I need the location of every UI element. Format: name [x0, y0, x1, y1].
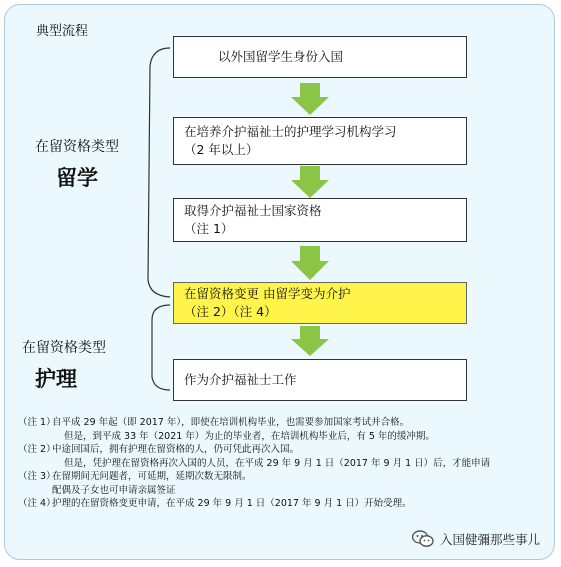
- step-3-note: （注 1）: [184, 221, 234, 236]
- step-box-work: [173, 359, 467, 401]
- footnote-key: （注 2）: [18, 444, 56, 455]
- footnote-text: 中途回国后，拥有护理在留资格的人，仍可凭此再次入国。: [52, 444, 300, 455]
- footnotes: [18, 416, 548, 511]
- step-1-text: 以外国留学生身份入国: [218, 49, 344, 64]
- footnote-text: 但是，凭护理在留资格再次入国的人员，在平成 29 年 9 月 1 日（2017 年 9 月 1 日）后，才能申请: [64, 457, 491, 469]
- down-arrow-icon: [291, 326, 329, 356]
- diagram-title: 典型流程: [36, 24, 89, 39]
- footnote-3: [18, 470, 548, 484]
- category-care-label: 在留资格类型: [22, 340, 106, 356]
- watermark: [412, 530, 540, 548]
- footnote-key: （注 1）: [18, 417, 56, 428]
- footnote-2: [18, 443, 548, 457]
- footnote-text: 在留期间无问题者，可延期，延期次数无限制。: [52, 471, 252, 482]
- footnote-4: [18, 497, 548, 511]
- step-3-text: 取得介护福祉士国家资格: [184, 203, 322, 218]
- watermark-text: 入国健彌那些事儿: [440, 532, 541, 547]
- category-study-label: 在留资格类型: [35, 139, 119, 155]
- step-box-entry: [173, 36, 467, 78]
- footnote-text: 自平成 29 年起（即 2017 年），即使在培训机构毕业，也需要参加国家考试并合格。: [52, 417, 410, 428]
- step-5-text: 作为介护福祉士工作: [184, 372, 297, 387]
- down-arrow-icon: [291, 83, 329, 115]
- step-2-note: （2 年以上）: [184, 142, 259, 157]
- step-4-text: 在留资格变更 由留学变为介护: [184, 286, 351, 301]
- step-2-text: 在培养介护福祉士的护理学习机构学习: [184, 124, 397, 139]
- category-study-name: 留学: [56, 166, 98, 190]
- footnote-1: [18, 416, 548, 430]
- down-arrow-icon: [291, 246, 329, 280]
- category-study: [27, 136, 127, 192]
- footnote-key: （注 3）: [18, 471, 56, 482]
- category-care-name: 护理: [35, 367, 77, 391]
- footnote-text: 但是，到平成 33 年（2021 年）为止的毕业者，在培训机构毕业后，有 5 年的缓冲期。: [64, 430, 435, 442]
- step-box-study: [173, 117, 467, 165]
- footnote-key: （注 4）: [18, 498, 56, 509]
- step-box-status-change: [173, 282, 467, 324]
- step-box-qualification: [173, 198, 467, 242]
- footnote-text: 配偶及子女也可申请亲属签证: [52, 484, 176, 496]
- footnote-text: 护理的在留资格变更申请，在平成 29 年 9 月 1 日（2017 年 9 月 1 日）开始受理。: [52, 498, 412, 509]
- category-care: [14, 337, 114, 393]
- down-arrow-icon: [291, 166, 329, 198]
- step-4-note: （注 2）（注 4）: [184, 304, 277, 319]
- wechat-icon: [412, 530, 434, 548]
